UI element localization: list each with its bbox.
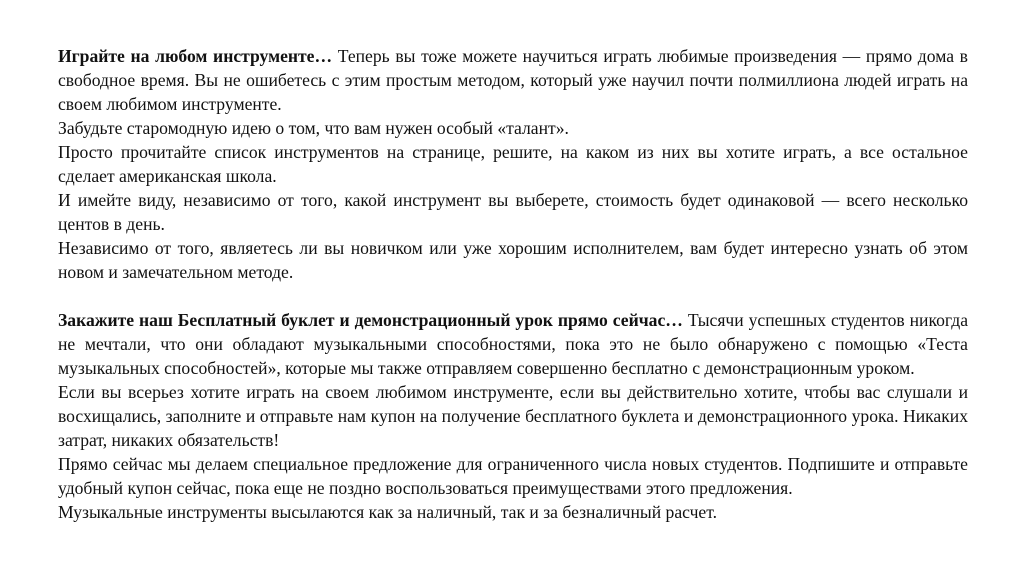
section2-heading: Закажите наш Бесплатный буклет и демонстрационный урок прямо сейчас…: [58, 310, 683, 330]
section1-paragraph-4: И имейте виду, независимо от того, какой инструмент вы выберете, стоимость будет одинаковой — всего несколько центов в день.: [58, 190, 968, 234]
section1-paragraph-2: Забудьте старомодную идею о том, что вам нужен особый «талант».: [58, 118, 569, 138]
section1-heading: Играйте на любом инструменте…: [58, 46, 333, 66]
section2-paragraph-3: Прямо сейчас мы делаем специальное предложение для ограниченного числа новых студентов. Подпишите и отправьте удобный купон сейчас, пока еще не поздно воспользоваться преимуществами этого предложения.: [58, 454, 968, 498]
section2-intro-text: Тысячи успешных студентов никогда не мечтали, что они обладают музыкальными способностями, пока это не было обнаружено с помощью «Теста музыкальных способностей», которые мы также отправляем совершенно бесплатно с демонстрационным уроком.: [58, 310, 969, 378]
section1-paragraph-5: Независимо от того, являетесь ли вы новичком или уже хорошим исполнителем, вам будет интересно узнать об этом новом и замечательном методе.: [58, 238, 968, 282]
section1-intro-paragraph: [58, 44, 968, 116]
section1-paragraph-3: Просто прочитайте список инструментов на странице, решите, на каком из них вы хотите играть, а все остальное сделает американская школа.: [58, 142, 968, 186]
section2-intro-paragraph: [58, 308, 968, 380]
section-spacer: [58, 284, 968, 308]
section1-intro-text: Теперь вы тоже можете научиться играть любимые произведения — прямо дома в свободное время. Вы не ошибетесь с этим простым методом, который уже научил почти полмиллиона людей играть на своем любимом инструменте.: [58, 46, 968, 114]
document-page: [58, 44, 968, 524]
section2-paragraph-4: Музыкальные инструменты высылаются как за наличный, так и за безналичный расчет.: [58, 502, 718, 522]
section2-paragraph-2: Если вы всерьез хотите играть на своем любимом инструменте, если вы действительно хотите, чтобы вас слушали и восхищались, заполните и отправьте нам купон на получение бесплатного буклета и демонстрационного урока. Никаких затрат, никаких обязательств!: [58, 382, 968, 450]
